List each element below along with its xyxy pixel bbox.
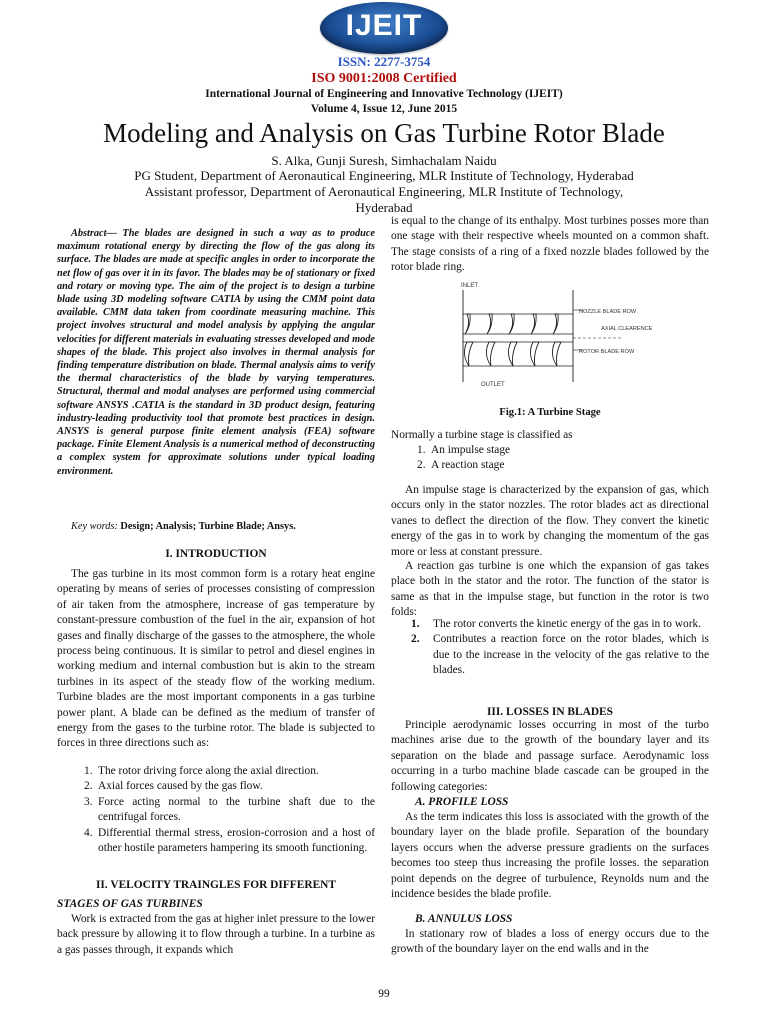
figure-caption: Fig.1: A Turbine Stage <box>499 407 601 418</box>
list-text: Differential thermal stress, erosion-corrosion and a host of other hostile parameters hampering its smooth functioning. <box>98 826 375 855</box>
list-item <box>391 617 709 632</box>
list-item <box>391 632 709 678</box>
list-number: 2. <box>84 780 93 793</box>
keywords <box>57 519 375 534</box>
losses-paragraph: Principle aerodynamic losses occurring in most of the turbo machines arise due to the growth of the boundary layer and its separation on the blade and passage surface. Aerodynamic loss occurring in a turbo machine blade cascade can be grouped in the following categories: <box>391 719 709 793</box>
list-number: 4. <box>84 826 93 839</box>
intro-heading: I. INTRODUCTION <box>165 548 267 560</box>
list-text: A reaction stage <box>431 459 505 472</box>
affiliation-2-city: Hyderabad <box>355 200 413 215</box>
losses-heading: III. LOSSES IN BLADES <box>487 706 613 718</box>
paper-title: Modeling and Analysis on Gas Turbine Rotor Blade <box>103 118 665 148</box>
rotor-blades <box>464 342 561 366</box>
force-list <box>57 764 375 856</box>
classification-intro: Normally a turbine stage is classified as <box>391 429 573 441</box>
nozzle-blades <box>465 314 558 334</box>
issn: ISSN: 2277-3754 <box>337 54 431 69</box>
list-number: 3. <box>84 795 93 808</box>
list-number: 1. <box>84 765 93 777</box>
list-item <box>391 443 709 458</box>
abstract-text: The blades are designed in such a way as to produce maximum rotational energy by directing the flow of the gas along its surface. The blades are made at specific angles in order to incorporate the net flow of gas over it in its favor. The blades may be of stationary or fixed and rotary or moving type. The aim of the project is to design a turbine blade using 3D modeling software CATIA by using the CMM point data available. CMM data taken from coordinate measuring machine. This project involves structural and model analysis by applying the angular velocities for different materials in evaluating stresses developed and mode shapes of the blade. This project also involves in thermal analysis for finding temperature distribution on blade. Thermal analysis aims to verify the thermal characteristics of the blade by varying temperatures. Structural, thermal and modal analyses are performed using commercial software ANSYS .CATIA is the standard in 3D product design, featuring industry-leading productivity tool that promote best practices in design. ANSYS is general purpose finite element analysis (FEA) software package. Finite Element Analysis is a numerical method of deconstructing a complex system for approximate solutions under typical loading environment. <box>57 228 375 477</box>
list-item <box>391 458 709 473</box>
volume-issue: Volume 4, Issue 12, June 2015 <box>310 103 458 115</box>
rotor-row-label: ROTOR BLADE ROW <box>579 349 635 355</box>
rotor-function-list <box>391 617 709 679</box>
outlet-label: OUTLET <box>481 382 505 388</box>
annulus-loss-heading: B. ANNULUS LOSS <box>415 913 513 925</box>
impulse-paragraph: An impulse stage is characterized by the expansion of gas, which occurs only in the stator nozzles. The rotor blades act as directional vanes to deflect the direction of the flow. They convert the kinetic energy of the gas in to work by changing the momentum of the gas more or less at constant pressure. <box>391 484 709 558</box>
affiliation-1: PG Student, Department of Aeronautical Engineering, MLR Institute of Technology, Hyderabad <box>134 168 634 183</box>
annulus-loss-paragraph: In stationary row of blades a loss of energy occurs due to the growth of the boundary layer on the end walls and in the <box>391 928 709 956</box>
abstract <box>57 227 375 478</box>
list-text: The rotor driving force along the axial direction. <box>98 765 319 777</box>
authors: S. Alka, Gunji Suresh, Simhachalam Naidu <box>271 153 497 168</box>
list-item <box>57 826 375 857</box>
list-text: Force acting normal to the turbine shaft due to the centrifugal forces. <box>98 795 375 824</box>
iso-certification: ISO 9001:2008 Certified <box>311 71 457 86</box>
velocity-subheading: STAGES OF GAS TURBINES <box>57 898 203 910</box>
turbine-stage-figure <box>455 278 717 392</box>
stage-intro-paragraph: is equal to the change of its enthalpy. Most turbines posses more than one stage with their respective wheels mounted on a common shaft. The stage consists of a ring of a fixed nozzle blades followed by the rotor blade ring. <box>391 215 709 274</box>
keywords-label: Key words: <box>71 521 118 532</box>
list-text: An impulse stage <box>431 444 511 456</box>
reaction-paragraph: A reaction gas turbine is one which the expansion of gas takes place both in the stator and the rotor. The function of the stator is same as that in the impulse stage, but function in the rotor is two folds: <box>391 560 709 619</box>
list-text: Contributes a reaction force on the rotor blades, which is due to the increase in the velocity of the gas relative to the blades. <box>433 633 709 677</box>
logo-text: IJEIT <box>345 9 423 42</box>
inlet-label: INLET <box>461 283 479 289</box>
journal-name: International Journal of Engineering and Innovative Technology (IJEIT) <box>205 88 563 100</box>
nozzle-row-label: NOZZLE BLADE ROW <box>579 309 637 315</box>
stage-type-list <box>391 443 709 474</box>
list-number: 2. <box>417 459 426 472</box>
velocity-paragraph: Work is extracted from the gas at higher inlet pressure to the lower back pressure by allowing it to flow through a turbine. In a turbine as a gas passes through, it expands which <box>57 913 375 956</box>
list-number: 1. <box>411 618 420 630</box>
list-item <box>57 764 375 779</box>
affiliation-2: Assistant professor, Department of Aeronautical Engineering, MLR Institute of Technology, <box>144 184 624 199</box>
list-number: 2. <box>411 633 420 646</box>
list-item <box>57 795 375 826</box>
intro-paragraph: The gas turbine in its most common form is a rotary heat engine operating by means of series of processes consisting of compression of air taken from the atmosphere, increase of gas temperature by constant-pressure combustion of the fuel in the air, expansion of hot gases and finally discharge of the gasses to the atmosphere, the whole process being continuous. It is similar to petrol and diesel engines in working medium and internal combustion but is akin to the stream turbines in its aspect of the steady flow of the working medium. Turbine blades are the most important components in a gas turbine power plant. A blade can be defined as the medium of transfer of energy from the gases to the turbine rotor. The blade is subjected to forces in three directions such as: <box>57 568 376 750</box>
list-text: Axial forces caused by the gas flow. <box>98 780 263 793</box>
profile-loss-paragraph: As the term indicates this loss is associated with the growth of the boundary layer on the blade profile. Separation of the boundary layers occurs when the adverse pressure gradients on the surfaces becomes too steep thus increasing the profile losses. the separation point depends on the degree of turbulence, Reynolds num and the incidence besides the blade profile. <box>391 811 709 901</box>
velocity-heading: II. VELOCITY TRAINGLES FOR DIFFERENT <box>96 879 336 891</box>
abstract-label: Abstract— <box>71 228 117 239</box>
list-item <box>57 779 375 794</box>
list-number: 1. <box>417 444 426 456</box>
profile-loss-heading: A. PROFILE LOSS <box>415 796 509 808</box>
keywords-text: Design; Analysis; Turbine Blade; Ansys. <box>117 521 296 532</box>
page-number: 99 <box>378 988 390 1000</box>
axial-clearance-label: AXIAL CLEARENCE <box>601 326 653 332</box>
list-text: The rotor converts the kinetic energy of the gas in to work. <box>433 618 702 630</box>
